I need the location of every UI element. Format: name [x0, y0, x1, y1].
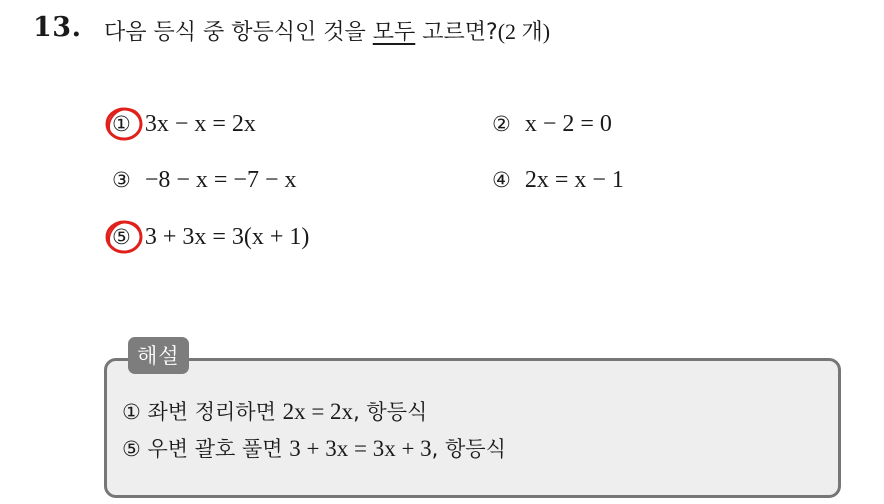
solution-line-2-number: ⑤	[122, 437, 141, 461]
choice-5-number: ⑤	[112, 225, 131, 249]
question-text-before: 다음 등식 중 항등식인 것을	[104, 20, 373, 45]
question-text-after: 고르면?	[415, 20, 498, 45]
solution-line-2	[122, 433, 506, 463]
solution-box	[104, 358, 841, 498]
question-text-underlined: 모두	[372, 20, 416, 45]
solution-line-1-text: 좌변 정리하면	[140, 400, 283, 424]
solution-line-2-suffix: , 항등식	[431, 437, 506, 461]
solution-line-1-number: ①	[122, 400, 141, 424]
choice-4-expression: 2x = x − 1	[524, 167, 624, 193]
solution-line-2-text: 우변 괄호 풀면	[140, 437, 290, 461]
choice-2-expression: x − 2 = 0	[524, 111, 612, 137]
solution-line-1-math: 2x = 2x	[282, 399, 354, 424]
choice-4-number: ④	[492, 168, 511, 192]
choice-2-number: ②	[492, 112, 511, 136]
solution-label: 해설	[128, 337, 189, 374]
choice-1[interactable]	[112, 111, 256, 138]
choice-5[interactable]	[112, 224, 309, 251]
choice-2[interactable]	[492, 111, 612, 138]
solution-line-1	[122, 396, 427, 426]
question-number: 13.	[33, 12, 82, 43]
question-note: (2 개)	[497, 19, 551, 44]
choice-1-expression: 3x − x = 2x	[144, 111, 256, 137]
choice-3-expression: −8 − x = −7 − x	[144, 167, 297, 193]
solution-line-2-math: 3 + 3x = 3x + 3	[289, 436, 432, 461]
solution-line-1-suffix: , 항등식	[353, 400, 428, 424]
choice-3-number: ③	[112, 168, 131, 192]
choice-1-number: ①	[112, 112, 131, 136]
choice-4[interactable]	[492, 167, 624, 194]
choice-3[interactable]	[112, 167, 297, 194]
question-text	[104, 15, 550, 46]
choice-5-expression: 3 + 3x = 3(x + 1)	[144, 224, 310, 250]
